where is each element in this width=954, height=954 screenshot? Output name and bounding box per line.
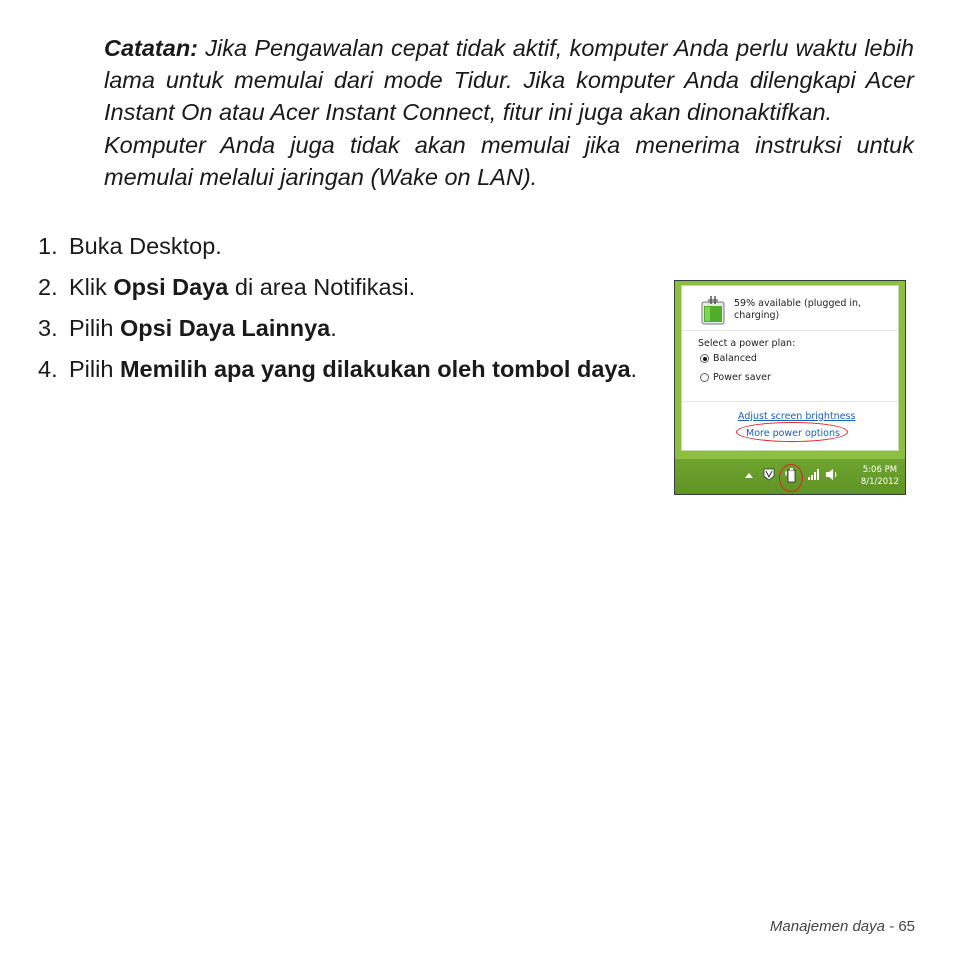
step-text: Pilih (69, 315, 120, 341)
plan-label-balanced: Balanced (713, 353, 757, 364)
taskbar (675, 459, 905, 494)
step-text: Klik (69, 274, 114, 300)
plan-option-power-saver[interactable] (700, 372, 771, 383)
step-3 (38, 312, 648, 344)
taskbar-clock[interactable] (861, 464, 899, 488)
step-number: 2. (38, 274, 58, 300)
power-plan-label: Select a power plan: (698, 338, 796, 349)
divider (682, 401, 898, 402)
network-signal-icon[interactable] (807, 468, 821, 481)
page-footer (770, 918, 915, 935)
note-paragraph-1 (104, 32, 914, 128)
radio-unselected-icon[interactable] (700, 373, 709, 382)
step-text: Buka Desktop. (69, 233, 222, 259)
battery-icon (700, 296, 726, 326)
power-flyout-screenshot (674, 280, 906, 495)
note-block (104, 32, 914, 194)
step-text-post: di area Notifikasi. (228, 274, 416, 300)
step-text: Pilih (69, 356, 120, 382)
plan-label-power-saver: Power saver (713, 372, 771, 383)
step-bold: Opsi Daya Lainnya (119, 315, 331, 341)
step-text-post: . (330, 315, 337, 341)
step-2 (38, 271, 648, 303)
step-number: 3. (38, 315, 58, 341)
footer-section: Manajemen daya - (769, 918, 899, 935)
step-4 (38, 353, 648, 385)
step-number: 4. (38, 356, 58, 382)
adjust-brightness-link[interactable]: Adjust screen brightness (738, 411, 856, 422)
steps-list (38, 230, 648, 394)
step-1 (38, 230, 648, 262)
note-text-1: Jika Pengawalan cepat tidak aktif, komputer Anda perlu waktu lebih lama untuk memulai dari mode Tidur. Jika komputer Anda dilengkapi Acer Instant On atau Acer Instant Connect, fitur ini juga akan dinonaktifkan. (104, 35, 914, 125)
step-bold: Memilih apa yang dilakukan oleh tombol daya (119, 356, 631, 382)
highlight-circle (779, 464, 803, 492)
radio-selected-icon[interactable] (700, 354, 709, 363)
volume-icon[interactable] (825, 468, 839, 481)
show-hidden-icons-icon[interactable] (745, 472, 753, 480)
note-label: Catatan: (104, 35, 199, 61)
note-paragraph-2: Komputer Anda juga tidak akan memulai jika menerima instruksi untuk memulai melalui jaringan (Wake on LAN). (104, 132, 914, 190)
action-center-icon[interactable] (763, 468, 775, 481)
divider (682, 330, 898, 331)
step-number: 1. (38, 233, 58, 259)
battery-text: 59% available (plugged in, charging) (734, 298, 862, 321)
clock-time: 5:06 PM (862, 465, 898, 475)
power-flyout (681, 285, 899, 451)
plan-option-balanced[interactable] (700, 353, 757, 364)
more-power-options-link[interactable]: More power options (746, 428, 840, 439)
step-text-post: . (630, 356, 638, 382)
page-number: 65 (898, 918, 915, 935)
step-bold: Opsi Daya (113, 274, 229, 300)
clock-date: 8/1/2012 (860, 477, 899, 487)
